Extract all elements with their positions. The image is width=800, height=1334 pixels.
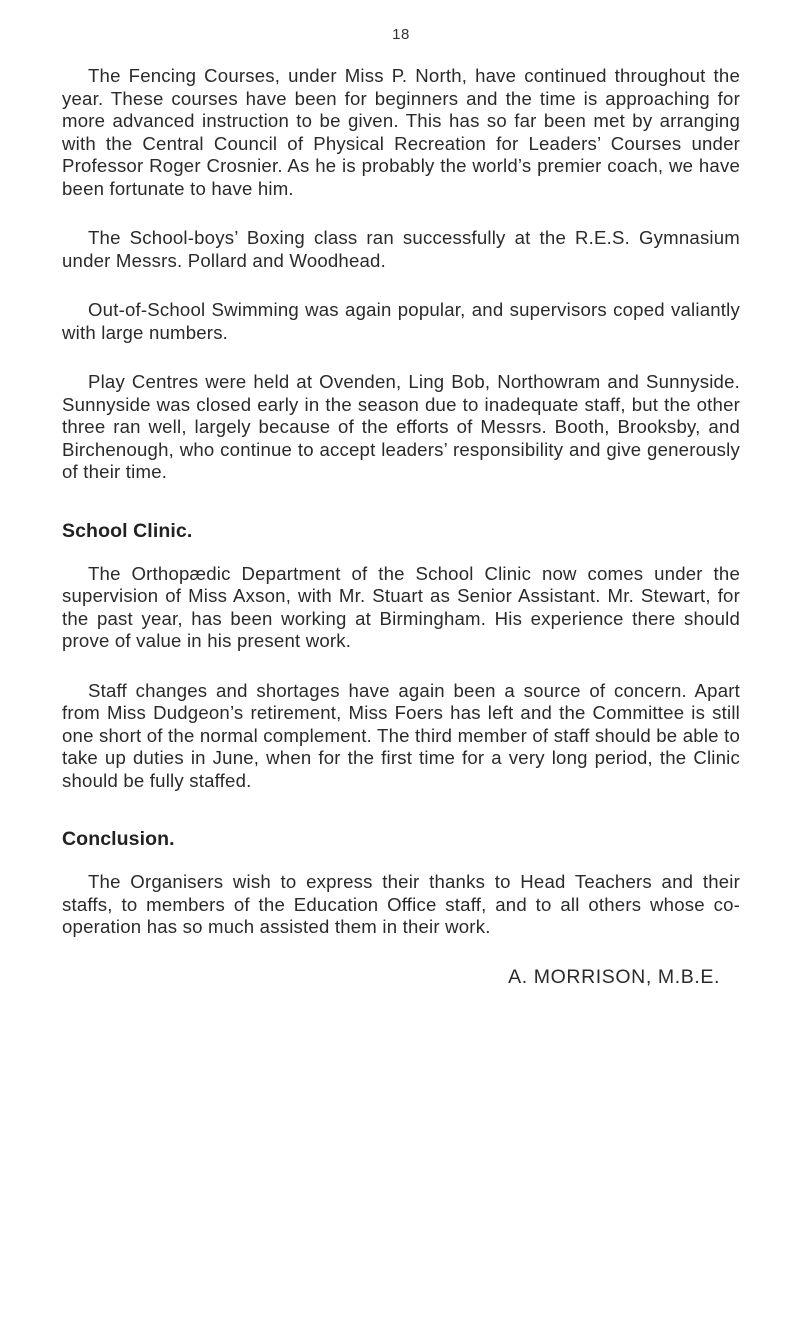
paragraph-orthopaedic xyxy=(62,563,740,653)
paragraph-conclusion xyxy=(62,871,740,939)
paragraph-text: The School-boys’ Boxing class ran successfully at the R.E.S. Gymnasium under Messrs. Pollard and Woodhead. xyxy=(62,227,740,271)
signature: A. MORRISON, M.B.E. xyxy=(508,965,720,988)
page-number: 18 xyxy=(392,26,410,43)
paragraph-text: Out-of-School Swimming was again popular, and supervisors coped valiantly with large numbers. xyxy=(62,299,740,343)
paragraph-play-centres xyxy=(62,371,740,484)
paragraph-staff-changes xyxy=(62,680,740,793)
paragraph-boxing xyxy=(62,227,740,272)
paragraph-swimming xyxy=(62,299,740,344)
paragraph-text: Play Centres were held at Ovenden, Ling Bob, Northowram and Sunnyside. Sunnyside was closed early in the season due to inadequate staff, but the other three ran well, largely because of the efforts of Messrs. Booth, Brooksby, and Birchenough, who continue to accept leaders’ responsibility and give generously of their time. xyxy=(62,371,740,482)
paragraph-text: The Orthopædic Department of the School Clinic now comes under the supervision of Miss Axson, with Mr. Stuart as Senior Assistant. Mr. Stewart, for the past year, has been working at Birmingham. His experience there should prove of value in his present work. xyxy=(62,562,740,651)
paragraph-text: Staff changes and shortages have again been a source of concern. Apart from Miss Dudgeon’s retirement, Miss Foers has left and the Committee is still one short of the normal complement. The third member of staff should be able to take up duties in June, when for the first time for a very long period, the Clinic should be fully staffed. xyxy=(62,679,740,791)
heading-school-clinic: School Clinic. xyxy=(62,519,193,542)
paragraph-text: The Fencing Courses, under Miss P. North, have continued throughout the year. These courses have been for beginners and the time is approaching for more advanced instruction to be given. This has so far been met by arranging with the Central Council of Physical Recreation for Leaders’ Courses under Professor Roger Crosnier. As he is probably the world’s premier coach, we have been fortunate to have him. xyxy=(62,65,740,199)
document-page xyxy=(62,26,740,989)
paragraph-text: The Organisers wish to express their thanks to Head Teachers and their staffs, to members of the Education Office staff, and to all others whose co-operation has so much assisted them in their work. xyxy=(62,871,740,937)
paragraph-fencing xyxy=(62,65,740,200)
heading-conclusion: Conclusion. xyxy=(62,828,175,850)
